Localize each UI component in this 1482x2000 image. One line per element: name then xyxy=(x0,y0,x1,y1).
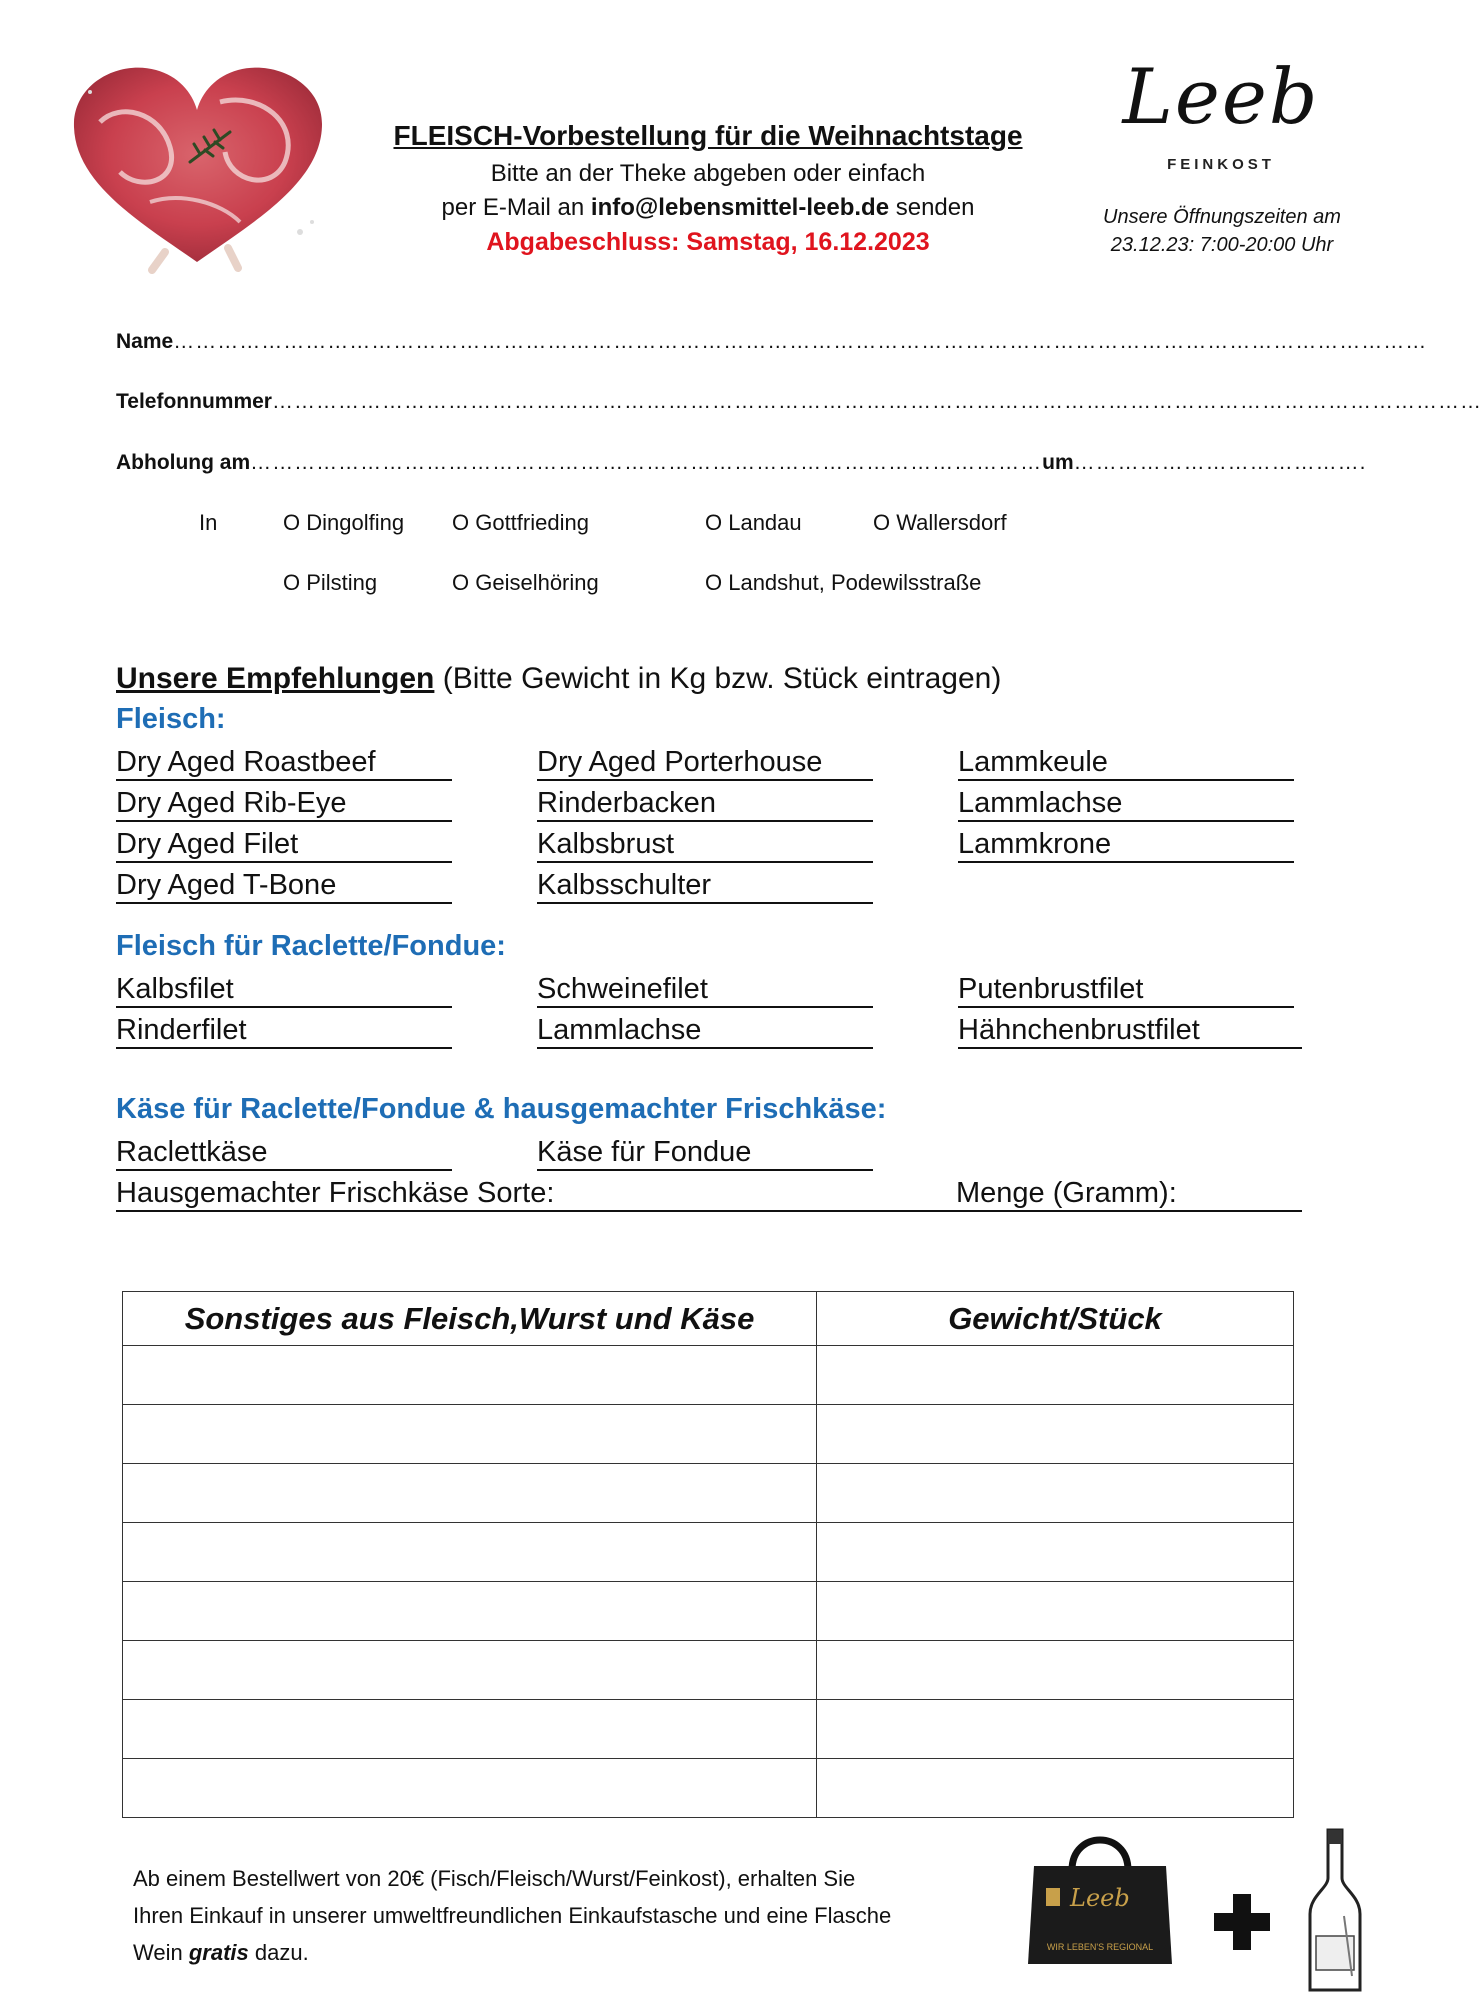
location-landshut[interactable]: O Landshut, Podewilsstraße xyxy=(705,570,982,595)
footer-line-3 xyxy=(133,1934,993,1971)
item-kalbsbrust[interactable]: Kalbsbrust xyxy=(537,825,873,863)
gratis-text: gratis xyxy=(188,1940,249,1965)
item-lammkrone[interactable]: Lammkrone xyxy=(958,825,1294,863)
menge-field[interactable]: Menge (Gramm): xyxy=(956,1174,1302,1212)
location-gottfrieding[interactable]: O Gottfrieding xyxy=(452,510,589,535)
pickup-field[interactable]: Abholung am………………………………………………………………………………………………um…………………………………. xyxy=(116,451,1367,474)
footer-line-3-suffix: dazu. xyxy=(248,1940,309,1965)
item-kaese-fuer-fondue[interactable]: Käse für Fondue xyxy=(537,1133,873,1171)
column-header-weight: Gewicht/Stück xyxy=(817,1292,1294,1346)
item-kalbsschulter[interactable]: Kalbsschulter xyxy=(537,866,873,904)
item-dry-aged-roastbeef[interactable]: Dry Aged Roastbeef xyxy=(116,743,452,781)
item-dry-aged-rib-eye[interactable]: Dry Aged Rib-Eye xyxy=(116,784,452,822)
leeb-logo: Leeb xyxy=(1122,52,1320,141)
shopping-bag-icon xyxy=(1022,1830,1178,1970)
column-header-item: Sonstiges aus Fleisch,Wurst und Käse xyxy=(123,1292,817,1346)
table-row xyxy=(123,1759,1294,1818)
item-cell[interactable] xyxy=(123,1641,817,1700)
weight-cell[interactable] xyxy=(817,1700,1294,1759)
order-table xyxy=(122,1291,1294,1818)
kaese-heading: Käse für Raclette/Fondue & hausgemachter Frischkäse: xyxy=(116,1093,887,1125)
phone-label: Telefonnummer xyxy=(116,390,272,413)
opening-hours-line-1: Unsere Öffnungszeiten am xyxy=(1103,206,1341,228)
table-row xyxy=(123,1582,1294,1641)
in-label: In xyxy=(199,510,218,535)
location-dingolfing[interactable]: O Dingolfing xyxy=(283,510,405,535)
footer-line-2: Ihren Einkauf in unserer umweltfreundlichen Einkaufstasche und eine Flasche xyxy=(133,1903,892,1928)
location-wallersdorf[interactable]: O Wallersdorf xyxy=(873,510,1007,535)
footer-offer-text xyxy=(133,1860,993,1971)
item-dry-aged-t-bone[interactable]: Dry Aged T-Bone xyxy=(116,866,452,904)
table-row xyxy=(123,1405,1294,1464)
weight-cell[interactable] xyxy=(817,1346,1294,1405)
item-haehnchenbrustfilet[interactable]: Hähnchenbrustfilet xyxy=(958,1011,1302,1049)
opening-hours-line-2: 23.12.23: 7:00-20:00 Uhr xyxy=(1110,234,1334,256)
item-rinderfilet[interactable]: Rinderfilet xyxy=(116,1011,452,1049)
item-cell[interactable] xyxy=(123,1582,817,1641)
location-geiselhoering[interactable]: O Geiselhöring xyxy=(452,570,599,595)
plus-icon xyxy=(1210,1890,1274,1954)
item-lammlachse[interactable]: Lammlachse xyxy=(958,784,1294,822)
name-label: Name xyxy=(116,330,174,353)
email-link[interactable]: info@lebensmittel-leeb.de xyxy=(590,194,890,221)
instruction-prefix: per E-Mail an xyxy=(441,194,591,221)
footer-line-1: Ab einem Bestellwert von 20€ (Fisch/Fleisch/Wurst/Feinkost), erhalten Sie xyxy=(133,1866,856,1891)
logo-subtitle: FEINKOST xyxy=(1167,156,1275,173)
instruction-line-1: Bitte an der Theke abgeben oder einfach xyxy=(490,160,926,187)
steak-heart-image xyxy=(60,52,335,272)
item-lammlachse-raclette[interactable]: Lammlachse xyxy=(537,1011,873,1049)
fleisch-heading: Fleisch: xyxy=(116,703,226,735)
item-cell[interactable] xyxy=(123,1700,817,1759)
item-raclettkaese[interactable]: Raclettkäse xyxy=(116,1133,452,1171)
phone-field[interactable]: Telefonnummer………………………………………………………………………………………………………………………………………………… xyxy=(116,390,1482,413)
item-dry-aged-porterhouse[interactable]: Dry Aged Porterhouse xyxy=(537,743,873,781)
location-pilsting[interactable]: O Pilsting xyxy=(283,570,378,595)
footer-line-3-prefix: Wein xyxy=(133,1940,189,1965)
table-header-row xyxy=(123,1292,1294,1346)
item-cell[interactable] xyxy=(123,1759,817,1818)
weight-cell[interactable] xyxy=(817,1405,1294,1464)
item-cell[interactable] xyxy=(123,1405,817,1464)
item-putenbrustfilet[interactable]: Putenbrustfilet xyxy=(958,970,1294,1008)
weight-cell[interactable] xyxy=(817,1759,1294,1818)
raclette-heading: Fleisch für Raclette/Fondue: xyxy=(116,930,506,962)
item-rinderbacken[interactable]: Rinderbacken xyxy=(537,784,873,822)
recommendations-title: Unsere Empfehlungen xyxy=(116,662,435,695)
pickup-label: Abholung am xyxy=(116,451,251,474)
form-title: FLEISCH-Vorbestellung für die Weihnachtstage xyxy=(393,120,1023,151)
location-landau[interactable]: O Landau xyxy=(705,510,802,535)
item-cell[interactable] xyxy=(123,1346,817,1405)
item-cell[interactable] xyxy=(123,1523,817,1582)
table-row xyxy=(123,1464,1294,1523)
instruction-line-2 xyxy=(388,194,1028,222)
frischkaese-sorte-field[interactable]: Hausgemachter Frischkäse Sorte: xyxy=(116,1174,956,1212)
deadline-text: Abgabeschluss: Samstag, 16.12.2023 xyxy=(486,228,930,256)
table-row xyxy=(123,1523,1294,1582)
item-dry-aged-filet[interactable]: Dry Aged Filet xyxy=(116,825,452,863)
time-label: um xyxy=(1042,451,1074,474)
weight-cell[interactable] xyxy=(817,1523,1294,1582)
item-lammkeule[interactable]: Lammkeule xyxy=(958,743,1294,781)
bag-brand: Leeb xyxy=(1070,1884,1130,1912)
weight-cell[interactable] xyxy=(817,1582,1294,1641)
item-kalbsfilet[interactable]: Kalbsfilet xyxy=(116,970,452,1008)
table-row xyxy=(123,1700,1294,1759)
instruction-suffix: senden xyxy=(889,194,975,221)
item-cell[interactable] xyxy=(123,1464,817,1523)
wine-bottle-icon xyxy=(1300,1826,1370,1996)
name-field[interactable]: Name……………………………………………………………………………………………………………………………………………………… xyxy=(116,330,1428,353)
table-row xyxy=(123,1641,1294,1700)
table-row xyxy=(123,1346,1294,1405)
bag-slogan: WIR LEBEN'S REGIONAL xyxy=(1046,1942,1154,1952)
recommendations-note: (Bitte Gewicht in Kg bzw. Stück eintragen) xyxy=(434,662,1002,695)
weight-cell[interactable] xyxy=(817,1641,1294,1700)
recommendations-heading xyxy=(116,662,1001,696)
weight-cell[interactable] xyxy=(817,1464,1294,1523)
item-schweinefilet[interactable]: Schweinefilet xyxy=(537,970,873,1008)
